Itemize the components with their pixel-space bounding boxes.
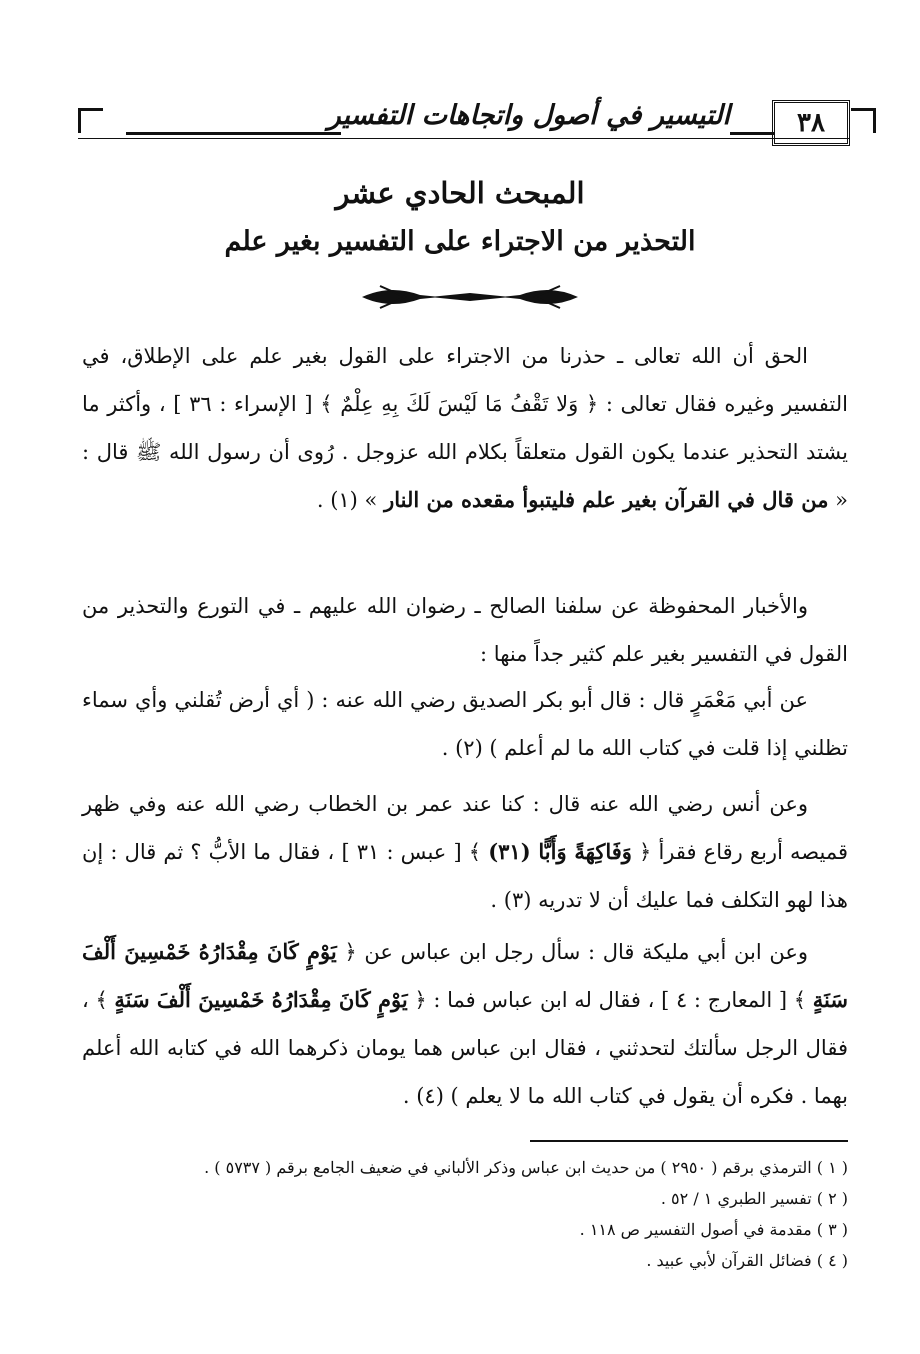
section-subtitle: التحذير من الاجتراء على التفسير بغير علم [224,226,696,257]
paragraph-text: عن أبي مَعْمَرٍ قال : قال أبو بكر الصديق رضي الله عنه : ( أي أرض تُقلني وأي سماء تظلني إذا قلت في كتاب الله ما لم أعلم ) (٢) . [82,688,848,760]
corner-ornament-icon [851,108,876,133]
paragraph [82,332,848,524]
paragraph-text: الحق أن الله تعالى ـ حذرنا من الاجتراء على القول بغير علم على الإطلاق، في التفسير وغيره فقال تعالى : ﴿ وَلا تَقْفُ مَا لَيْسَ لَكَ بِهِ عِلْمٌ ﴾ [ الإسراء : ٣٦ ] ، وأكثر ما يشتد التحذير عندما يكون القول متعلقاً بكلام الله عزوجل . رُوى أن رسول الله ﷺ قال : « [82,344,848,512]
footnote: ( ١ ) الترمذي برقم ( ٢٩٥٠ ) من حديث ابن عباس وذكر الألباني في ضعيف الجامع برقم ( ٥٧٣٧ ) . [204,1158,848,1177]
paragraph-text: وعن ابن أبي مليكة قال : سأل رجل ابن عباس عن ﴿ [336,940,809,964]
footnote: ( ٣ ) مقدمة في أصول التفسير ص ١١٨ . [579,1220,848,1239]
paragraph-text: » (١) . [316,488,385,512]
corner-ornament-icon [78,108,103,133]
divider-ornament-icon [360,282,580,312]
quran-verse: يَوْمٍ كَانَ مِقْدَارُهُ خَمْسِينَ أَلْفَ سَنَةٍ [114,987,408,1012]
running-title: التيسير في أصول واتجاهات التفسير [327,100,730,131]
paragraph-text: ﴾ [ عبس : ٣١ ] ، فقال ما الأبُّ ؟ ثم قال : إن هذا لهو التكلف فما عليك أن لا تدريه (٣) . [82,840,848,912]
quran-verse: وَفَاكِهَةً وَأَبًّا (٣١) [488,839,632,864]
paragraph [82,928,848,1120]
paragraph-text: والأخبار المحفوظة عن سلفنا الصالح ـ رضوان الله عليهم ـ في التورع والتحذير من القول في التفسير بغير علم كثير جداً منها : [82,594,848,666]
quran-verse: يَوْمٍ كَانَ مِقْدَارُهُ خَمْسِينَ أَلْفَ سَنَةٍ [82,939,848,1012]
page-number: ٣٨ [772,100,850,146]
footnote: ( ٤ ) فضائل القرآن لأبي عبيد . [646,1251,848,1270]
paragraph-text: ﴾ ، فقال الرجل سألتك لتحدثني ، فقال ابن عباس هما يومان ذكرهما الله في كتابه الله أعلم بهما . فكره أن يقول في كتاب الله ما لا يعلم ) (٤) . [81,988,848,1108]
paragraph [82,676,848,772]
footnotes [88,1152,848,1276]
section-title: المبحث الحادي عشر [335,176,585,210]
paragraph [82,780,848,924]
paragraph-text: وعن أنس رضي الله عنه قال : كنا عند عمر بن الخطاب رضي الله عنه وفي ظهر قميصه أربع رقاع فقرأ ﴿ [82,792,849,864]
paragraph [82,582,848,678]
footnote-separator [530,1140,848,1142]
header-rule [126,132,341,135]
hadith-text: من قال في القرآن بغير علم فليتبوأ مقعده من النار [384,487,829,512]
header-underline [78,138,850,139]
paragraph-text: ﴾ [ المعارج : ٤ ] ، فقال له ابن عباس فما : ﴿ [407,988,813,1012]
page-header [78,92,850,152]
header-rule [730,132,774,135]
footnote: ( ٢ ) تفسير الطبري ١ / ٥٢ . [660,1189,848,1208]
